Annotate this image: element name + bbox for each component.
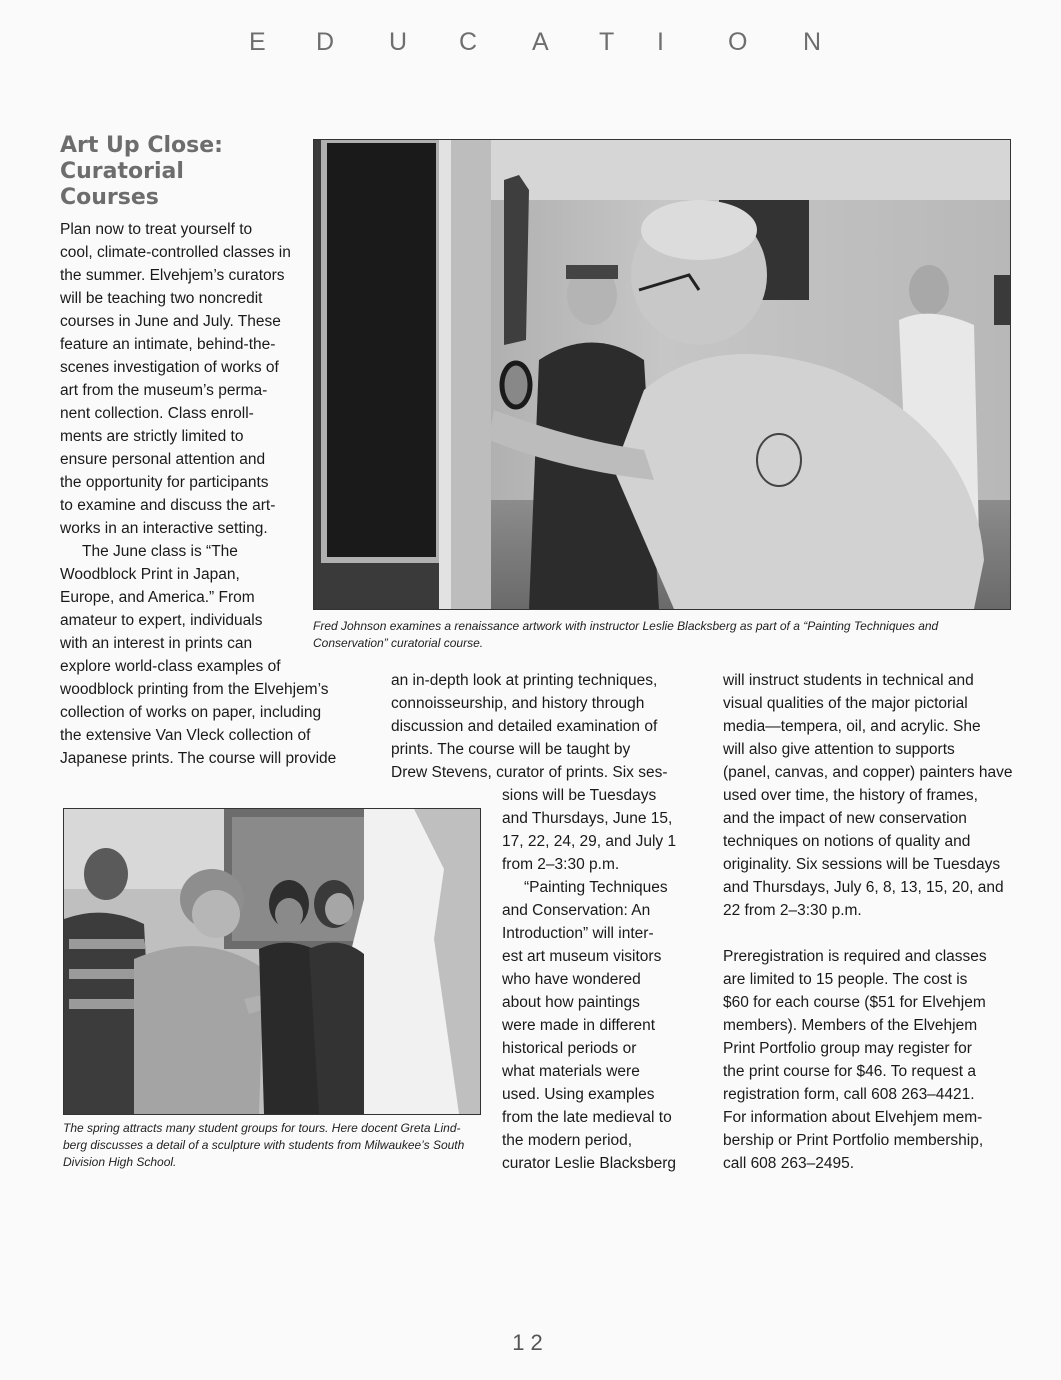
body-line: and Thursdays, June 15,: [502, 810, 673, 827]
body-line: an in-depth look at printing techniques,: [391, 672, 658, 689]
body-line: were made in different: [502, 1017, 656, 1034]
body-line: For information about Elvehjem mem-: [723, 1109, 983, 1126]
article-column-2-top: [391, 669, 701, 784]
body-line: originality. Six sessions will be Tuesdays: [723, 856, 1001, 873]
body-line: connoisseurship, and history through: [391, 695, 645, 712]
section-header-letter: T: [599, 28, 615, 56]
body-line: with an interest in prints can: [60, 635, 253, 652]
photo-painting-examination: [313, 139, 1011, 610]
body-line: Europe, and America.” From: [60, 589, 255, 606]
body-line: 22 from 2–3:30 p.m.: [723, 902, 862, 919]
body-line: amateur to expert, individuals: [60, 612, 263, 629]
body-line: Japanese prints. The course will provide: [60, 750, 337, 767]
body-line: woodblock printing from the Elvehjem’s: [60, 681, 329, 698]
section-header-letter: O: [728, 28, 748, 56]
body-line: curator Leslie Blacksberg: [502, 1155, 677, 1172]
headline-line: Art Up Close:: [60, 133, 223, 158]
body-line: are limited to 15 people. The cost is: [723, 971, 968, 988]
section-header-letter: I: [657, 28, 664, 56]
body-line: the modern period,: [502, 1132, 633, 1149]
body-line: registration form, call 608 263–4421.: [723, 1086, 975, 1103]
article-column-2-lower: [502, 784, 702, 1175]
body-line: Plan now to treat yourself to: [60, 221, 253, 238]
body-line: media—tempera, oil, and acrylic. She: [723, 718, 981, 735]
body-line: the opportunity for participants: [60, 474, 269, 491]
body-line: ensure personal attention and: [60, 451, 266, 468]
body-line: Introduction” will inter-: [502, 925, 654, 942]
body-line: the summer. Elvehjem’s curators: [60, 267, 285, 284]
body-line: Woodblock Print in Japan,: [60, 566, 240, 583]
caption-line: The spring attracts many student groups for tours. Here docent Greta Lind-: [63, 1121, 461, 1135]
body-line: from 2–3:30 p.m.: [502, 856, 620, 873]
body-line: who have wondered: [502, 971, 641, 988]
body-line: from the late medieval to: [502, 1109, 672, 1126]
section-header-letter: D: [316, 28, 335, 56]
caption-line: Conservation” curatorial course.: [313, 636, 484, 650]
body-line: courses in June and July. These: [60, 313, 281, 330]
body-line: est art museum visitors: [502, 948, 662, 965]
body-line: will be teaching two noncredit: [60, 290, 263, 307]
body-line: bership or Print Portfolio membership,: [723, 1132, 984, 1149]
body-line: historical periods or: [502, 1040, 637, 1057]
body-line: art from the museum’s perma-: [60, 382, 268, 399]
body-line: the extensive Van Vleck collection of: [60, 727, 311, 744]
body-line: scenes investigation of works of: [60, 359, 279, 376]
section-header-letter: A: [532, 28, 549, 56]
body-line: used. Using examples: [502, 1086, 655, 1103]
headline-line: Courses: [60, 185, 159, 210]
body-line: cool, climate-controlled classes in: [60, 244, 291, 261]
caption-line: Division High School.: [63, 1155, 177, 1169]
section-header-letter: C: [459, 28, 478, 56]
body-line: $60 for each course ($51 for Elvehjem: [723, 994, 986, 1011]
body-line: will instruct students in technical and: [723, 672, 974, 689]
photo-caption-bottom: [63, 1120, 483, 1171]
body-line: “Painting Techniques: [524, 879, 668, 896]
article-column-3: [723, 669, 1023, 922]
body-line: (panel, canvas, and copper) painters have: [723, 764, 1013, 781]
body-line: Print Portfolio group may register for: [723, 1040, 972, 1057]
section-header-letter: N: [803, 28, 822, 56]
body-line: will also give attention to supports: [723, 741, 955, 758]
body-line: members). Members of the Elvehjem: [723, 1017, 978, 1034]
article-headline: [60, 133, 320, 211]
body-line: collection of works on paper, including: [60, 704, 322, 721]
body-line: explore world-class examples of: [60, 658, 281, 675]
body-line: call 608 263–2495.: [723, 1155, 855, 1172]
caption-line: berg discusses a detail of a sculpture with students from Milwaukee’s South: [63, 1138, 465, 1152]
body-line: works in an interactive setting.: [60, 520, 268, 537]
body-line: and the impact of new conservation: [723, 810, 967, 827]
body-line: techniques on notions of quality and: [723, 833, 971, 850]
body-line: prints. The course will be taught by: [391, 741, 631, 758]
body-line: discussion and detailed examination of: [391, 718, 658, 735]
body-line: to examine and discuss the art-: [60, 497, 276, 514]
body-line: Preregistration is required and classes: [723, 948, 987, 965]
body-line: about how paintings: [502, 994, 640, 1011]
body-line: Drew Stevens, curator of prints. Six ses-: [391, 764, 668, 781]
headline-line: Curatorial: [60, 159, 184, 184]
body-line: feature an intimate, behind-the-: [60, 336, 276, 353]
body-line: the print course for $46. To request a: [723, 1063, 977, 1080]
photo-sculpture-tour: [63, 808, 481, 1115]
photo-caption-top: [313, 618, 1013, 652]
body-line: visual qualities of the major pictorial: [723, 695, 968, 712]
section-header-letter: U: [389, 28, 408, 56]
body-line: sions will be Tuesdays: [502, 787, 657, 804]
body-line: 17, 22, 24, 29, and July 1: [502, 833, 677, 850]
body-line: The June class is “The: [82, 543, 238, 560]
body-line: used over time, the history of frames,: [723, 787, 978, 804]
body-line: ments are strictly limited to: [60, 428, 244, 445]
body-line: nent collection. Class enroll-: [60, 405, 254, 422]
caption-line: Fred Johnson examines a renaissance artwork with instructor Leslie Blacksberg as part of a “Painting Techniques and: [313, 619, 939, 633]
body-line: what materials were: [502, 1063, 640, 1080]
article-column-3-registration: [723, 945, 1023, 1175]
section-header-letter: E: [249, 28, 266, 56]
page-number: 12: [512, 1330, 549, 1355]
body-line: and Thursdays, July 6, 8, 13, 15, 20, and: [723, 879, 1004, 896]
body-line: and Conservation: An: [502, 902, 651, 919]
